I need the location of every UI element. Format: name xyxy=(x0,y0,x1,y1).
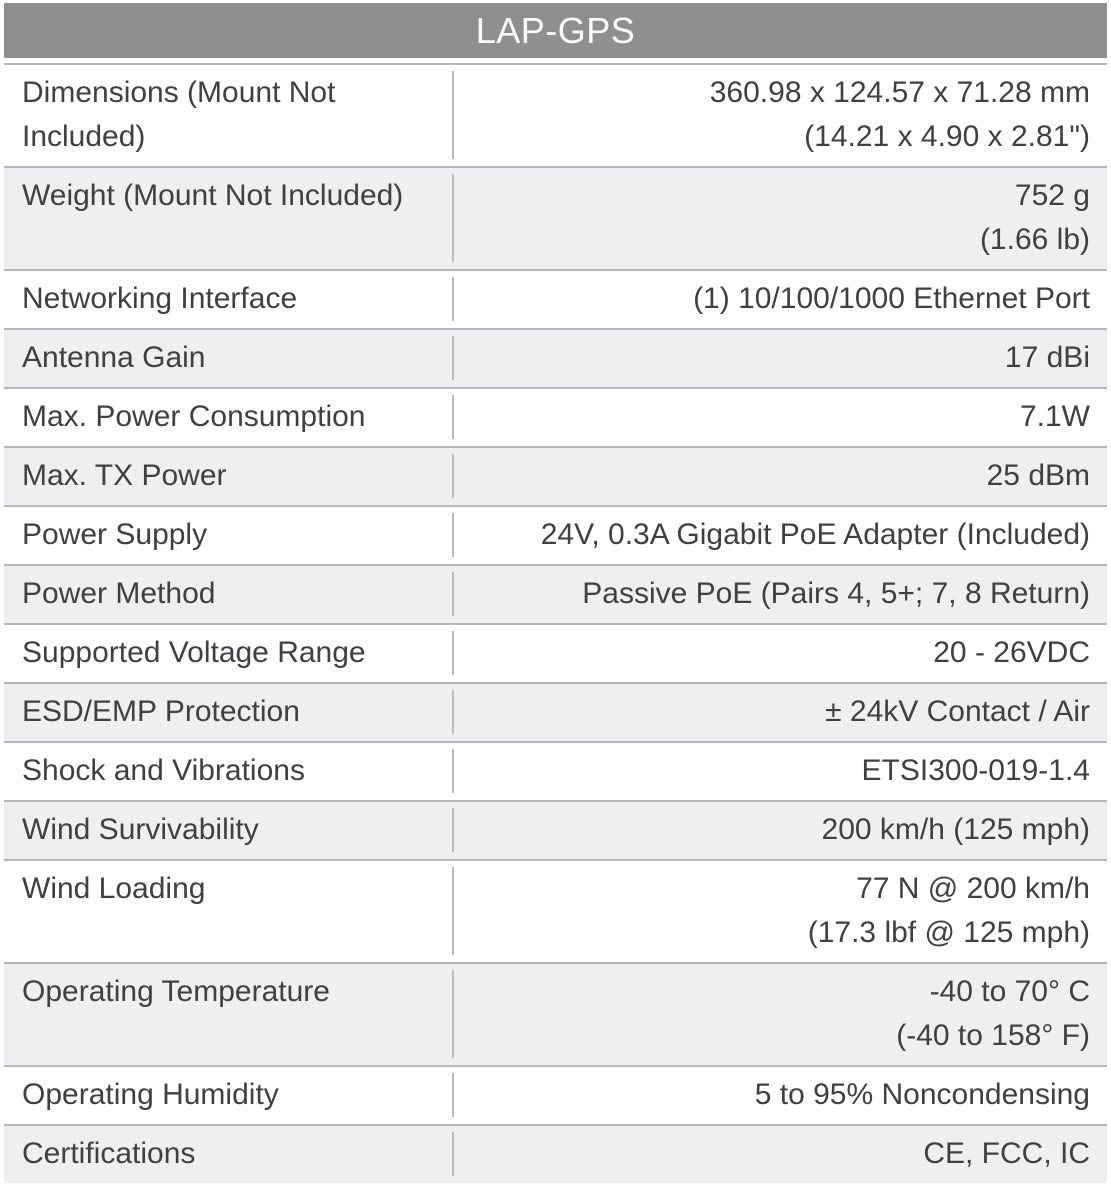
spec-label: Operating Humidity xyxy=(4,1073,454,1117)
spec-row xyxy=(4,962,1107,1065)
spec-value-line: (1.66 lb) xyxy=(979,223,1090,256)
spec-value xyxy=(454,749,1107,793)
spec-value-line: ETSI300-019-1.4 xyxy=(861,754,1090,787)
spec-value xyxy=(454,970,1107,1058)
spec-label: Supported Voltage Range xyxy=(4,631,454,675)
spec-value xyxy=(454,454,1107,498)
spec-row xyxy=(4,63,1107,166)
spec-value-line: ± 24kV Contact / Air xyxy=(825,695,1090,728)
spec-value xyxy=(454,174,1107,262)
spec-row xyxy=(4,800,1107,859)
spec-value-line: (17.3 lbf @ 125 mph) xyxy=(807,916,1090,949)
spec-row xyxy=(4,166,1107,269)
spec-value-line: 360.98 x 124.57 x 71.28 mm xyxy=(709,76,1090,109)
spec-value-line: (1) 10/100/1000 Ethernet Port xyxy=(693,282,1090,315)
spec-row xyxy=(4,269,1107,328)
spec-row xyxy=(4,387,1107,446)
spec-value-line: CE, FCC, IC xyxy=(923,1137,1090,1170)
spec-label: Certifications xyxy=(4,1132,454,1176)
spec-row xyxy=(4,741,1107,800)
spec-row xyxy=(4,505,1107,564)
spec-value xyxy=(454,1132,1107,1176)
spec-value-line: 25 dBm xyxy=(986,459,1090,492)
spec-label: Power Method xyxy=(4,572,454,616)
product-model-title: LAP-GPS xyxy=(475,9,636,51)
spec-table xyxy=(4,63,1107,1183)
spec-row xyxy=(4,446,1107,505)
spec-value-line: 77 N @ 200 km/h xyxy=(856,872,1090,905)
spec-row xyxy=(4,1124,1107,1183)
spec-value-line: 7.1W xyxy=(1019,400,1090,433)
spec-value-line: 200 km/h (125 mph) xyxy=(821,813,1090,846)
spec-value xyxy=(454,690,1107,734)
spec-row xyxy=(4,682,1107,741)
spec-label: Operating Temperature xyxy=(4,970,454,1058)
spec-value xyxy=(454,808,1107,852)
spec-label: Max. Power Consumption xyxy=(4,395,454,439)
spec-row xyxy=(4,859,1107,962)
spec-value-line: Passive PoE (Pairs 4, 5+; 7, 8 Return) xyxy=(582,577,1090,610)
spec-label: Wind Survivability xyxy=(4,808,454,852)
spec-table-header xyxy=(4,3,1107,58)
spec-value xyxy=(454,631,1107,675)
spec-value xyxy=(454,336,1107,380)
spec-value-line: 5 to 95% Noncondensing xyxy=(754,1078,1090,1111)
spec-value xyxy=(454,572,1107,616)
spec-value-line: (-40 to 158° F) xyxy=(896,1019,1090,1052)
spec-row xyxy=(4,328,1107,387)
spec-label: Antenna Gain xyxy=(4,336,454,380)
spec-value-line: -40 to 70° C xyxy=(929,975,1090,1008)
spec-label: Wind Loading xyxy=(4,867,454,955)
spec-label: Dimensions (Mount Not Included) xyxy=(4,71,454,159)
spec-value xyxy=(454,1073,1107,1117)
spec-value-line: 17 dBi xyxy=(1004,341,1090,374)
spec-value-line: (14.21 x 4.90 x 2.81") xyxy=(804,120,1090,153)
spec-label: Power Supply xyxy=(4,513,454,557)
spec-row xyxy=(4,623,1107,682)
spec-value xyxy=(454,277,1107,321)
spec-value xyxy=(454,867,1107,955)
spec-value-line: 24V, 0.3A Gigabit PoE Adapter (Included) xyxy=(540,518,1090,551)
spec-value xyxy=(454,395,1107,439)
spec-value xyxy=(454,71,1107,159)
spec-label: Weight (Mount Not Included) xyxy=(4,174,454,262)
spec-label: Max. TX Power xyxy=(4,454,454,498)
spec-value xyxy=(454,513,1107,557)
spec-value-line: 752 g xyxy=(1014,179,1090,212)
spec-value-line: 20 - 26VDC xyxy=(933,636,1090,669)
spec-label: Networking Interface xyxy=(4,277,454,321)
spec-row xyxy=(4,564,1107,623)
spec-row xyxy=(4,1065,1107,1124)
spec-label: Shock and Vibrations xyxy=(4,749,454,793)
spec-label: ESD/EMP Protection xyxy=(4,690,454,734)
